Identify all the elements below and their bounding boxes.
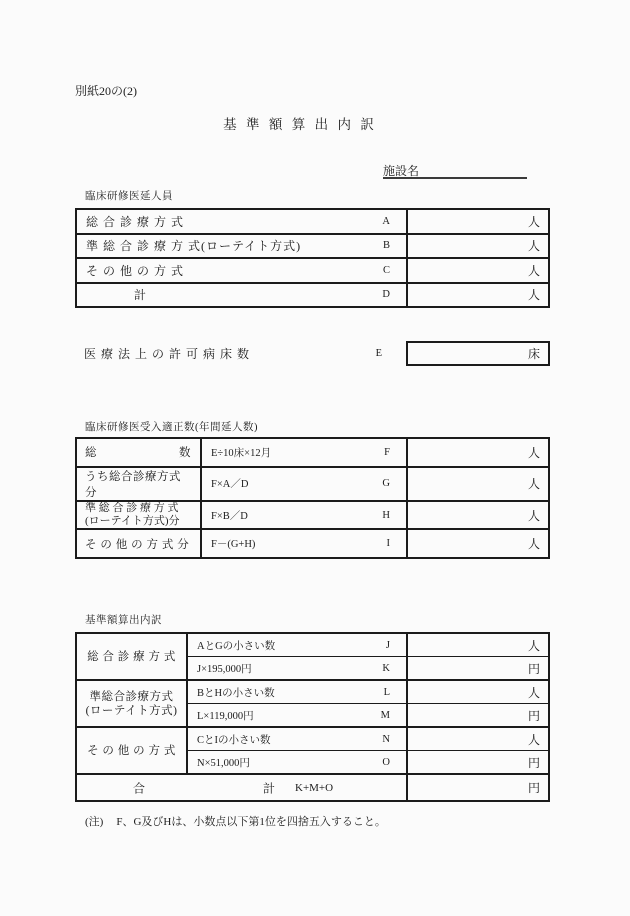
- table-row: [188, 728, 548, 751]
- group-rows: [188, 681, 548, 726]
- formula-text: F－(G+H): [211, 539, 256, 551]
- group-rows: [188, 634, 548, 679]
- row-label: 医 療 法 上 の 許 可 病 床 数: [84, 347, 251, 361]
- calculation-breakdown-table: [75, 632, 550, 802]
- table-group: [77, 634, 548, 681]
- row-label-cell: [77, 284, 408, 307]
- formula-cell: [202, 468, 408, 500]
- value-cell: [408, 530, 548, 557]
- footnote-label: (注): [85, 816, 104, 828]
- group-label: 総 合 診 療 方 式: [87, 650, 176, 663]
- row-label-cell: [77, 468, 202, 500]
- licensed-beds-row: [75, 341, 550, 366]
- row-label-cell: [77, 235, 408, 258]
- formula-cell: [188, 681, 408, 703]
- formula-cell: [188, 704, 408, 726]
- value-cell: [408, 439, 548, 466]
- unit-label: 人: [527, 537, 540, 552]
- row-label-line1: 準 総 合 診 療 方 式: [85, 502, 179, 514]
- row-letter: O: [382, 756, 390, 768]
- group-rows: [188, 728, 548, 773]
- value-cell: [408, 775, 548, 800]
- formula-text: N×51,000円: [197, 757, 250, 769]
- formula-text: F×B／D: [211, 510, 248, 522]
- appropriate-intake-table: [75, 437, 550, 559]
- row-label: 総 合 診 療 方 式: [86, 214, 185, 229]
- unit-label: 人: [527, 732, 540, 747]
- trainee-personnel-table: [75, 208, 550, 308]
- row-letter: B: [382, 240, 390, 252]
- unit-label: 円: [527, 708, 540, 723]
- total-formula: K+M+O: [295, 781, 334, 794]
- unit-label: 人: [527, 263, 540, 278]
- formula-cell: [188, 657, 408, 679]
- row-letter: I: [386, 538, 390, 550]
- row-label: そ の 他 の 方 式: [86, 263, 185, 278]
- table-row: [77, 235, 548, 260]
- unit-label: 人: [527, 638, 540, 653]
- section3-heading: 基準額算出内訳: [85, 615, 162, 626]
- table-row: [77, 502, 548, 531]
- facility-name-field: [383, 162, 527, 179]
- row-letter: D: [382, 289, 390, 301]
- value-cell: [408, 634, 548, 656]
- table-row: [188, 751, 548, 773]
- formula-text: J×195,000円: [197, 663, 252, 675]
- row-label-cell: [77, 210, 408, 233]
- formula-text: F×A／D: [211, 479, 249, 491]
- formula-text: BとHの小さい数: [197, 687, 275, 699]
- unit-label: 円: [527, 781, 540, 795]
- total-label-left: 合: [133, 781, 146, 795]
- unit-label: 人: [527, 239, 540, 254]
- row-letter: M: [380, 709, 390, 721]
- row-label-line2: (ローテイト方式)分: [85, 515, 180, 527]
- row-letter: G: [382, 478, 390, 490]
- table-row: [188, 704, 548, 726]
- value-cell: [408, 704, 548, 726]
- row-label: 計: [134, 288, 148, 303]
- total-label-right: 計: [263, 781, 276, 795]
- table-row: [77, 284, 548, 307]
- value-cell: [408, 210, 548, 233]
- formula-text: E÷10床×12月: [211, 447, 272, 459]
- value-cell: [408, 657, 548, 679]
- row-label: 数: [179, 447, 191, 460]
- value-cell: [408, 502, 548, 529]
- row-label: 準 総 合 診 療 方 式(ローテイト方式): [86, 239, 302, 254]
- row-label-cell: [77, 502, 202, 529]
- footnote-text: F、G及びHは、小数点以下第1位を四捨五入すること。: [116, 816, 386, 828]
- unit-label: 人: [527, 214, 540, 229]
- row-label-cell: [75, 341, 406, 366]
- row-letter: F: [384, 446, 390, 458]
- footnote: [85, 813, 386, 829]
- total-label-cell: [77, 775, 408, 800]
- formula-cell: [188, 728, 408, 750]
- section1-heading: 臨床研修医延人員: [85, 191, 173, 202]
- value-cell: [408, 259, 548, 282]
- unit-label: 人: [527, 508, 540, 523]
- row-letter: A: [382, 215, 390, 227]
- value-cell: [408, 284, 548, 307]
- facility-label: 施設名: [383, 164, 420, 178]
- row-label: うち総合診療方式分: [85, 470, 181, 499]
- row-letter: H: [382, 509, 390, 521]
- formula-cell: [202, 530, 408, 557]
- table-group: [77, 728, 548, 775]
- table-row: [77, 439, 548, 468]
- row-letter: N: [382, 733, 390, 745]
- table-row: [77, 530, 548, 557]
- table-row: [188, 681, 548, 704]
- formula-cell: [202, 502, 408, 529]
- value-cell: [408, 728, 548, 750]
- table-row: [77, 210, 548, 235]
- group-label-cell: [77, 634, 188, 679]
- table-row: [77, 259, 548, 284]
- unit-label: 人: [527, 288, 540, 303]
- row-label-cell: [77, 439, 202, 466]
- unit-label: 人: [527, 685, 540, 700]
- table-row: [188, 634, 548, 657]
- table-row: [188, 657, 548, 679]
- value-cell: [406, 341, 550, 366]
- formula-text: AとGの小さい数: [197, 640, 276, 652]
- group-label-line2: (ローテイト方式): [85, 704, 178, 717]
- unit-label: 人: [527, 445, 540, 460]
- group-label-line1: 準総合診療方式: [89, 690, 174, 703]
- formula-cell: [188, 634, 408, 656]
- unit-label: 人: [527, 477, 540, 492]
- row-label-cell: [77, 530, 202, 557]
- group-label-cell: [77, 681, 188, 726]
- formula-cell: [188, 751, 408, 773]
- doc-ref: 別紙20の(2): [75, 84, 137, 98]
- group-label: そ の 他 の 方 式: [87, 744, 176, 757]
- row-label: 総: [85, 447, 97, 460]
- value-cell: [408, 468, 548, 500]
- formula-cell: [202, 439, 408, 466]
- table-row: [77, 468, 548, 502]
- value-cell: [408, 235, 548, 258]
- row-letter: K: [382, 662, 390, 674]
- row-label-cell: [77, 259, 408, 282]
- row-letter: E: [375, 348, 382, 359]
- page-title: 基 準 額 算 出 内 訳: [223, 117, 377, 132]
- formula-text: CとIの小さい数: [197, 734, 271, 746]
- total-row: [77, 775, 548, 800]
- row-label: そ の 他 の 方 式 分: [85, 538, 190, 551]
- unit-label: 床: [527, 347, 540, 361]
- unit-label: 円: [527, 661, 540, 676]
- section2-heading: 臨床研修医受入適正数(年間延人数): [85, 422, 258, 433]
- row-letter: L: [383, 686, 390, 698]
- unit-label: 円: [527, 755, 540, 770]
- row-letter: C: [382, 264, 390, 276]
- value-cell: [408, 751, 548, 773]
- formula-text: L×119,000円: [197, 710, 254, 722]
- value-cell: [408, 681, 548, 703]
- group-label-cell: [77, 728, 188, 773]
- table-group: [77, 681, 548, 728]
- row-letter: J: [385, 639, 390, 651]
